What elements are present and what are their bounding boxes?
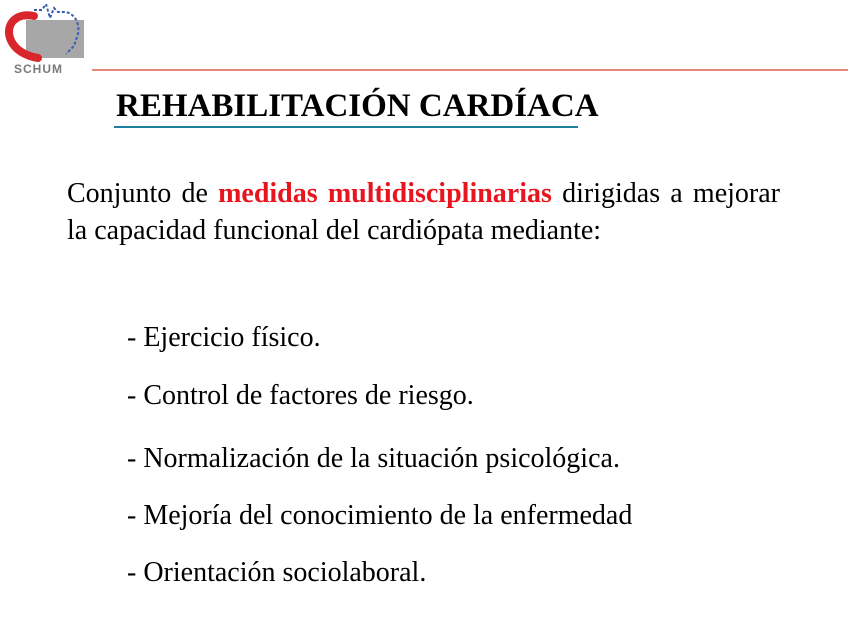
bullet-item: - Control de factores de riesgo. <box>127 380 474 411</box>
header-rule <box>92 69 848 71</box>
heart-ecg-logo-icon <box>4 4 88 64</box>
bullet-item: - Normalización de la situación psicológica. <box>127 443 620 474</box>
logo <box>4 4 88 74</box>
intro-paragraph <box>67 175 780 249</box>
slide-title: REHABILITACIÓN CARDÍACA <box>116 88 599 124</box>
title-underline <box>114 126 578 128</box>
intro-text-after: dirigidas a mejorar la capacidad funcional del cardiópata mediante: <box>67 178 780 246</box>
bullet-item: - Mejoría del conocimiento de la enfermedad <box>127 500 633 531</box>
logo-text: SCHUM <box>14 62 63 76</box>
bullet-item: - Orientación sociolaboral. <box>127 557 427 588</box>
bullet-item: - Ejercicio físico. <box>127 322 321 353</box>
intro-highlight: medidas multidisciplinarias <box>218 178 552 209</box>
intro-text-before: Conjunto de <box>67 178 219 209</box>
